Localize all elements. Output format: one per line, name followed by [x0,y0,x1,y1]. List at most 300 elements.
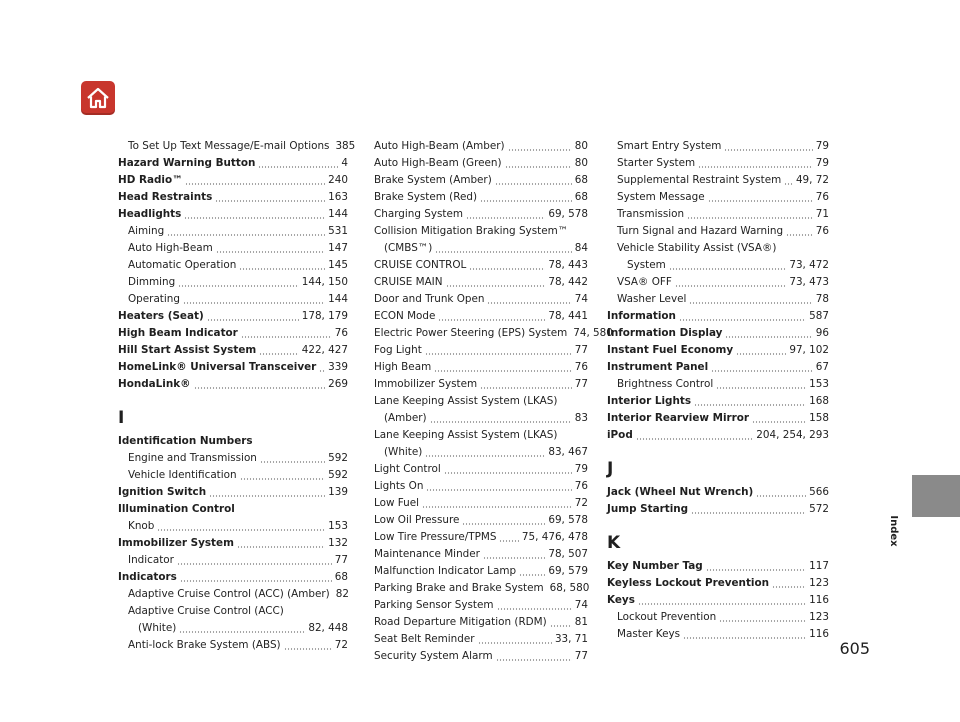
dot-leader [508,149,572,151]
index-entry-pages[interactable]: 73, 472 [789,259,829,271]
index-entry-pages[interactable]: 269 [328,378,348,390]
index-entry-pages[interactable]: 75, 476, 478 [521,531,588,543]
index-entry[interactable] [374,461,588,478]
index-entry-pages[interactable]: 144, 150 [301,276,348,288]
dot-leader [719,620,806,622]
index-entry[interactable] [374,257,588,274]
index-entry-pages[interactable]: 74 [574,599,588,611]
dot-leader [706,569,807,571]
index-entry-pages[interactable]: 82 [335,588,349,600]
index-entry-label: Transmission [617,208,685,220]
index-entry-pages[interactable]: 117 [809,560,829,572]
index-entry[interactable] [374,155,588,172]
index-entry[interactable] [118,291,348,308]
dot-leader [435,251,572,253]
index-entry [607,240,829,257]
index-entry-pages[interactable]: 123 [809,577,829,589]
index-entry [118,501,348,518]
index-entry-label: Supplemental Restraint System [617,174,782,186]
dot-leader [207,319,299,321]
index-entry[interactable] [607,410,829,427]
dot-leader [694,404,806,406]
index-entry-label: Low Fuel [374,497,420,509]
index-entry-label: HD Radio™ [118,174,183,186]
index-entry[interactable] [374,563,588,580]
dot-leader [480,200,572,202]
dot-leader [469,268,545,270]
index-entry[interactable] [118,637,348,654]
index-entry-pages[interactable]: 68 [334,571,348,583]
index-entry[interactable] [607,189,829,206]
index-entry-label: Instrument Panel [607,361,709,373]
index-entry-label: (CMBS™) [384,242,433,254]
index-entry-pages[interactable]: 168 [809,395,829,407]
index-entry-pages[interactable]: 77 [574,378,588,390]
index-entry-label: Fog Light [374,344,422,356]
index-entry-pages[interactable]: 80 [574,140,588,152]
index-entry-pages[interactable]: 145 [328,259,348,271]
index-entry[interactable] [374,546,588,563]
index-entry-label: Low Oil Pressure [374,514,460,526]
index-entry-pages[interactable]: 68, 580 [549,582,590,594]
index-entry-pages[interactable]: 4 [341,157,348,169]
index-entry-label: Maintenance Minder [374,548,480,560]
dot-leader [638,603,806,605]
index-entry-label: Vehicle Stability Assist (VSA®) [617,242,777,254]
index-entry[interactable] [374,359,588,376]
index-entry[interactable] [118,342,348,359]
index-entry-pages[interactable]: 531 [328,225,348,237]
index-entry-pages[interactable]: 77 [574,650,588,662]
index-entry-label: High Beam [374,361,432,373]
index-entry-pages[interactable]: 82, 448 [308,622,348,634]
index-entry[interactable] [374,495,588,512]
index-entry [374,393,588,410]
dot-leader [466,217,545,219]
index-entry[interactable] [374,444,588,461]
index-entry[interactable] [374,529,588,546]
dot-leader [478,642,552,644]
index-entry-pages[interactable]: 76 [574,361,588,373]
dot-leader [216,251,325,253]
dot-leader [708,200,813,202]
index-entry[interactable] [118,535,348,552]
dot-leader [178,285,299,287]
index-entry-pages[interactable]: 147 [328,242,348,254]
index-entry-pages[interactable]: 163 [328,191,348,203]
index-entry[interactable] [374,376,588,393]
index-entry-label: Lane Keeping Assist System (LKAS) [374,395,558,407]
dot-leader [689,302,812,304]
index-entry-pages[interactable]: 76 [334,327,348,339]
index-entry-pages[interactable]: 178, 179 [301,310,348,322]
dot-leader [434,370,572,372]
dot-leader [683,637,806,639]
index-entry-label: Dimming [128,276,176,288]
index-entry-label: Lights On [374,480,424,492]
index-entry[interactable] [607,575,829,592]
index-entry-label: Indicators [118,571,177,583]
index-entry-pages[interactable]: 80 [574,157,588,169]
index-letter-heading: I [118,408,125,428]
dot-leader [725,336,812,338]
index-entry-label: Information Display [607,327,723,339]
index-tab-label: Index [888,515,899,547]
index-entry-label: iPod [607,429,633,441]
index-entry-label: Master Keys [617,628,681,640]
dot-leader [446,285,546,287]
index-entry-pages[interactable]: 79 [815,140,829,152]
index-entry [374,427,588,444]
index-entry[interactable] [118,359,348,376]
index-entry-label: Head Restraints [118,191,213,203]
dot-leader [679,319,806,321]
index-entry[interactable] [374,308,588,325]
dot-leader [438,319,545,321]
index-entry-pages[interactable]: 69, 578 [548,514,588,526]
dot-leader [425,455,545,457]
index-entry-label: Interior Rearview Mirror [607,412,750,424]
index-entry[interactable] [118,569,348,586]
index-entry[interactable] [607,138,829,155]
index-entry-label: Lane Keeping Assist System (LKAS) [374,429,558,441]
index-entry-label: Auto High-Beam (Green) [374,157,502,169]
dot-leader [487,302,571,304]
index-entry[interactable] [118,325,348,342]
index-entry-label: VSA® OFF [617,276,672,288]
index-entry[interactable] [607,427,829,444]
index-entry-pages[interactable]: 339 [328,361,348,373]
dot-leader [698,166,813,168]
dot-leader [519,574,545,576]
dot-leader [483,557,545,559]
index-entry-pages[interactable]: 566 [809,486,829,498]
index-entry-label: Jump Starting [607,503,689,515]
index-entry-label: Brake System (Red) [374,191,478,203]
index-entry[interactable] [118,240,348,257]
index-entry-label: High Beam Indicator [118,327,238,339]
index-entry[interactable] [607,359,829,376]
dot-leader [215,200,325,202]
index-entry[interactable] [118,467,348,484]
index-entry-pages[interactable]: 79 [815,157,829,169]
index-entry-pages[interactable]: 83, 467 [548,446,588,458]
dot-leader [724,149,812,151]
index-entry[interactable] [607,155,829,172]
index-entry[interactable] [118,274,348,291]
dot-leader [495,183,572,185]
index-entry-pages[interactable]: 204, 254, 293 [756,429,829,441]
index-entry-pages[interactable]: 78, 441 [548,310,588,322]
index-entry-label: Door and Trunk Open [374,293,485,305]
index-entry-pages[interactable]: 592 [328,469,348,481]
dot-leader [239,268,325,270]
index-entry[interactable] [118,518,348,535]
index-entry-label: ECON Mode [374,310,436,322]
index-entry-label: Light Control [374,463,441,475]
index-entry-label: Instant Fuel Economy [607,344,734,356]
index-entry-label: Road Departure Mitigation (RDM) [374,616,547,628]
index-entry[interactable] [374,240,588,257]
index-entry-pages[interactable]: 240 [328,174,348,186]
index-entry-pages[interactable]: 158 [809,412,829,424]
dot-leader [505,166,572,168]
index-entry-label: Vehicle Identification [128,469,237,481]
index-entry[interactable] [374,631,588,648]
index-entry-pages[interactable]: 33, 71 [554,633,588,645]
index-entry-pages[interactable]: 97, 102 [789,344,829,356]
index-entry[interactable] [374,648,588,665]
index-entry[interactable] [118,223,348,240]
index-entry-label: Immobilizer System [118,537,234,549]
index-entry[interactable] [607,206,829,223]
index-entry[interactable] [118,172,348,189]
index-entry[interactable] [607,308,829,325]
home-icon [86,86,110,110]
dot-leader [194,387,326,389]
index-entry-label: CRUISE MAIN [374,276,443,288]
index-entry-label: (White) [384,446,423,458]
index-entry[interactable] [374,478,588,495]
index-entry-label: Automatic Operation [128,259,237,271]
dot-leader [462,523,545,525]
index-entry-label: Hill Start Assist System [118,344,257,356]
index-entry-label: CRUISE CONTROL [374,259,467,271]
index-entry[interactable] [374,597,588,614]
index-tab[interactable] [912,475,960,517]
index-entry[interactable] [607,501,829,518]
index-entry[interactable] [118,257,348,274]
index-entry-pages[interactable]: 123 [809,611,829,623]
index-entry-pages[interactable]: 72 [334,639,348,651]
index-entry[interactable] [118,552,348,569]
dot-leader [237,546,325,548]
index-entry-pages[interactable]: 144 [328,208,348,220]
index-entry-label: Indicator [128,554,174,566]
index-column-1 [118,138,356,654]
index-entry-pages[interactable]: 78, 442 [548,276,588,288]
index-entry-label: HondaLink® [118,378,191,390]
index-entry[interactable] [607,291,829,308]
index-entry-label: Electric Power Steering (EPS) System [374,327,568,339]
dot-leader [185,183,325,185]
index-entry[interactable] [374,342,588,359]
index-entry-pages[interactable]: 83 [574,412,588,424]
index-entry-pages[interactable]: 49, 72 [795,174,829,186]
dot-leader [752,421,806,423]
index-entry[interactable] [118,484,348,501]
dot-leader [772,586,806,588]
index-entry-pages[interactable]: 68 [574,174,588,186]
index-entry-pages[interactable]: 139 [328,486,348,498]
index-entry-pages[interactable]: 587 [809,310,829,322]
index-column-2 [374,138,613,665]
index-entry-label: Security System Alarm [374,650,493,662]
index-entry[interactable] [607,609,829,626]
index-entry-pages[interactable]: 153 [809,378,829,390]
index-entry[interactable] [607,172,829,189]
index-entry[interactable] [607,342,829,359]
index-entry-label: Low Tire Pressure/TPMS [374,531,497,543]
index-entry-pages[interactable]: 73, 473 [789,276,829,288]
dot-leader [687,217,813,219]
index-entry-label: Information [607,310,676,322]
index-entry[interactable] [374,410,588,427]
dot-leader [258,166,338,168]
index-entry [118,603,348,620]
dot-leader [319,370,325,372]
index-entry-pages[interactable]: 67 [815,361,829,373]
index-entry-label: To Set Up Text Message/E-mail Options [128,140,330,152]
index-entry-pages[interactable]: 132 [328,537,348,549]
index-entry[interactable] [374,291,588,308]
dot-leader [177,563,332,565]
index-entry [374,223,588,240]
index-entry[interactable] [374,614,588,631]
dot-leader [259,353,299,355]
index-entry-label: Key Number Tag [607,560,703,572]
index-entry-pages[interactable]: 592 [328,452,348,464]
dot-leader [157,529,325,531]
index-entry-pages[interactable]: 116 [809,628,829,640]
index-entry-pages[interactable]: 116 [809,594,829,606]
index-entry-label: Starter System [617,157,696,169]
dot-leader [241,336,332,338]
index-letter-heading: K [607,533,621,553]
index-entry-pages[interactable]: 385 [335,140,356,152]
index-entry[interactable] [607,558,829,575]
index-entry[interactable] [118,206,348,223]
index-entry-label: Aiming [128,225,165,237]
page-number: 605 [839,639,870,658]
index-entry-pages[interactable]: 79 [574,463,588,475]
index-entry[interactable] [607,592,829,609]
home-button[interactable] [81,81,115,115]
dot-leader [786,234,813,236]
dot-leader [496,659,572,661]
index-entry-label: Ignition Switch [118,486,207,498]
index-entry-label: Operating [128,293,180,305]
index-entry[interactable] [118,376,348,393]
index-entry-label: Interior Lights [607,395,692,407]
index-entry-pages[interactable]: 144 [328,293,348,305]
index-entry[interactable] [374,138,588,155]
index-entry[interactable] [607,257,829,274]
index-column-3 [607,138,829,643]
index-entry-label: System Message [617,191,705,203]
index-entry[interactable] [118,138,356,155]
index-entry[interactable] [118,620,348,637]
index-entry-label: Charging System [374,208,464,220]
dot-leader [736,353,786,355]
index-entry-label: HomeLink® Universal Transceiver [118,361,317,373]
index-entry-label: Washer Level [617,293,687,305]
index-entry[interactable] [374,512,588,529]
index-entry[interactable] [374,206,588,223]
index-entry-label: Headlights [118,208,182,220]
index-entry[interactable] [607,325,829,342]
index-entry-label: Keys [607,594,635,606]
index-entry-label: Brightness Control [617,378,714,390]
index-entry[interactable] [607,376,829,393]
dot-leader [183,302,325,304]
index-entry-label: Collision Mitigation Braking System™ [374,225,569,237]
index-entry-pages[interactable]: 81 [574,616,588,628]
index-entry-label: Turn Signal and Hazard Warning [617,225,784,237]
index-entry[interactable] [607,274,829,291]
index-entry-pages[interactable]: 76 [574,480,588,492]
index-entry-pages[interactable]: 74, 580 [573,327,613,339]
index-entry-label: Smart Entry System [617,140,722,152]
index-entry-label: Engine and Transmission [128,452,257,464]
index-entry-pages[interactable]: 71 [815,208,829,220]
index-entry-label: Hazard Warning Button [118,157,256,169]
index-entry-pages[interactable]: 78, 507 [548,548,588,560]
index-entry-label: Lockout Prevention [617,611,717,623]
index-entry-label: Jack (Wheel Nut Wrench) [607,486,754,498]
index-entry-label: Seat Belt Reminder [374,633,475,645]
index-entry[interactable] [118,189,348,206]
index-entry-pages[interactable]: 69, 578 [548,208,588,220]
index-entry-label: Auto High-Beam (Amber) [374,140,505,152]
index-entry[interactable] [607,626,829,643]
index-entry-pages[interactable]: 76 [815,225,829,237]
index-entry[interactable] [118,308,348,325]
index-entry-pages[interactable]: 76 [815,191,829,203]
index-entry-pages[interactable]: 74 [574,293,588,305]
index-entry-pages[interactable]: 72 [574,497,588,509]
index-entry-pages[interactable]: 77 [574,344,588,356]
index-entry-pages[interactable]: 572 [809,503,829,515]
index-entry-pages[interactable]: 68 [574,191,588,203]
index-entry-pages[interactable]: 78, 443 [548,259,588,271]
index-entry-pages[interactable]: 69, 579 [548,565,588,577]
index-entry-pages[interactable]: 422, 427 [301,344,348,356]
dot-leader [444,472,572,474]
dot-leader [184,217,325,219]
dot-leader [636,438,754,440]
index-entry[interactable] [118,586,348,603]
index-entry-pages[interactable]: 153 [328,520,348,532]
index-entry-label: (White) [138,622,177,634]
index-entry[interactable] [374,274,588,291]
index-entry[interactable] [374,580,588,597]
index-entry-label: Adaptive Cruise Control (ACC) [128,605,284,617]
index-entry-pages[interactable]: 84 [574,242,588,254]
index-entry[interactable] [607,223,829,240]
index-entry[interactable] [374,172,588,189]
index-entry[interactable] [374,325,613,342]
index-entry-pages[interactable]: 78 [815,293,829,305]
dot-leader [669,268,787,270]
index-entry-pages[interactable]: 96 [815,327,829,339]
dot-leader [691,512,806,514]
index-entry-label: Knob [128,520,155,532]
index-entry-label: Heaters (Seat) [118,310,204,322]
index-entry[interactable] [374,189,588,206]
index-entry[interactable] [118,450,348,467]
dot-leader [240,478,326,480]
dot-leader [675,285,786,287]
dot-leader [422,506,572,508]
index-entry[interactable] [607,393,829,410]
dot-leader [430,421,572,423]
index-entry-pages[interactable]: 77 [334,554,348,566]
index-entry[interactable] [607,484,829,501]
dot-leader [209,495,325,497]
index-entry[interactable] [118,155,348,172]
index-entry-label: Anti-lock Brake System (ABS) [128,639,281,651]
